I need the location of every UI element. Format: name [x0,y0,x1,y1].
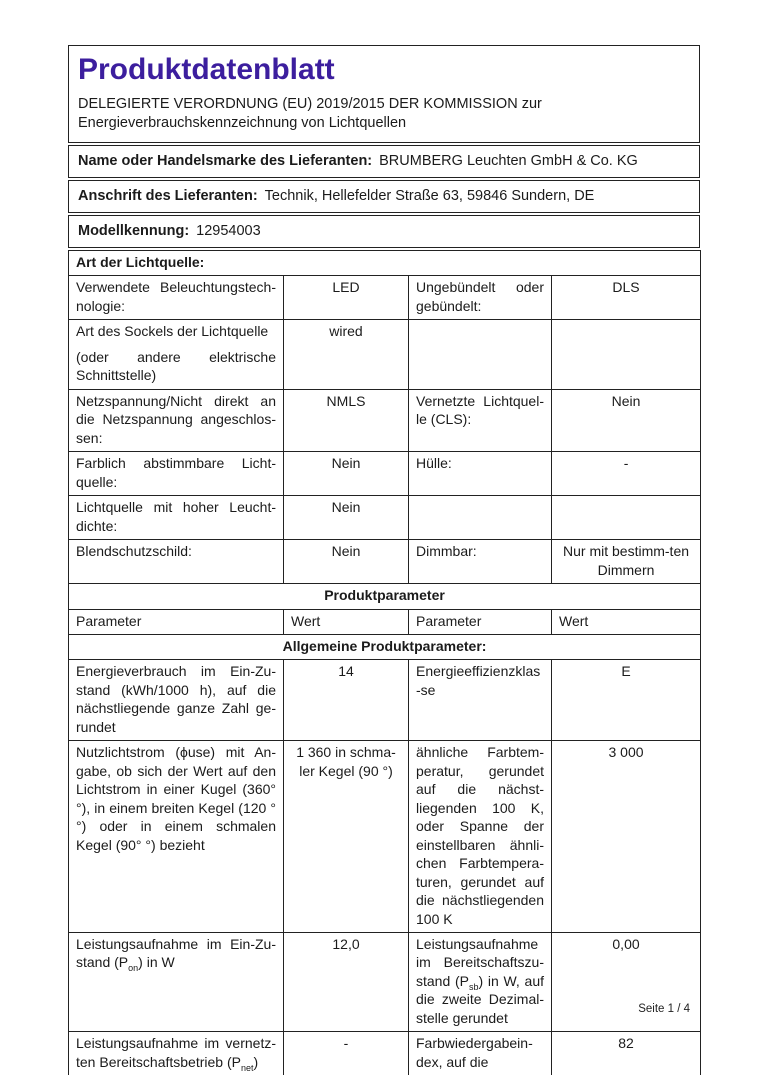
cell-paragraph: Art des Sockels der Lichtquelle [76,323,269,340]
table-cell: Farblich abstimmbare Licht-quelle: [69,452,284,496]
table-cell: Dimmbar: [409,540,552,584]
table-cell: E [552,660,701,741]
table-cell: 0,00 [552,933,701,1032]
cell-text: Leistungsaufnahme im Ein-Zu-stand (P [76,936,276,971]
table-cell: Hülle: [409,452,552,496]
table-cell: DLS [552,276,701,320]
section-header-cell: Produktparameter [69,584,701,609]
page-footer: Seite 1 / 4 [638,1003,690,1015]
table-row [69,251,701,276]
table-row [69,540,701,584]
table-cell: Wert [284,609,409,634]
table-row [69,452,701,496]
table-cell: Vernetzte Lichtquel-le (CLS): [409,389,552,451]
table-cell: - [552,452,701,496]
table-cell: Lichtquelle mit hoher Leucht-dichte: [69,496,284,540]
section-header-cell: Allgemeine Produktparameter: [69,634,701,659]
cell-text: Leistungsaufnahme im vernetz-ten Bereitschaftsbetrieb (P [76,1035,276,1070]
table-cell [69,933,284,1032]
table-row [69,660,701,741]
table-cell: Blendschutzschild: [69,540,284,584]
table-cell: Energieverbrauch im Ein-Zu-stand (kWh/1000 h), auf die nächstliegende ganze Zahl ge-rundet [69,660,284,741]
table-cell: Nur mit bestimm-ten Dimmern [552,540,701,584]
table-cell: Ungebündelt oder gebündelt: [409,276,552,320]
table-row [69,741,701,933]
model-id-label: Modellkennung: [78,222,190,239]
supplier-address-value: Technik, Hellefelder Straße 63, 59846 Sundern, DE [264,187,595,204]
table-row [69,609,701,634]
subscript-text: net [240,1062,254,1073]
table-cell: ähnliche Farbtem-peratur, gerundet auf die nächst-liegenden 100 K, oder Spanne der einstellbaren ähnli-chen Farbtempera-turen, gerundet auf die nächstliegenden 100 K [409,741,552,933]
subscript-text: on [128,963,139,974]
model-id-row [68,215,700,248]
page-content [68,45,700,1075]
table-row [69,389,701,451]
table-cell: 14 [284,660,409,741]
table-row [69,584,701,609]
table-cell: Parameter [409,609,552,634]
supplier-name-row [68,145,700,178]
table-cell: Wert [552,609,701,634]
table-cell: Netzspannung/Nicht direkt an die Netzspannung angeschlos-sen: [69,389,284,451]
cell-paragraph: (oder andere elektrische Schnittstelle) [76,348,276,384]
table-cell [69,320,284,389]
table-cell: 12,0 [284,933,409,1032]
cell-text: ) in W, auf die zweite Dezimal-stelle gerundet [416,972,544,1026]
table-cell: 1 360 in schma-ler Kegel (90 °) [284,741,409,933]
product-table [68,250,701,1075]
cell-text: ) [253,1053,259,1070]
subscript-text: sb [468,981,479,992]
table-cell: Nein [284,540,409,584]
table-cell: NMLS [284,389,409,451]
table-cell: Energieeffizienzklas-se [409,660,552,741]
table-cell: Nein [552,389,701,451]
table-cell: 3 000 [552,741,701,933]
page-subtitle: DELEGIERTE VERORDNUNG (EU) 2019/2015 DER KOMMISSION zur Energieverbrauchskennzeichnung von Lichtquellen [78,95,542,132]
table-row [69,1032,701,1075]
table-row [69,933,701,1032]
page-title: Produktdatenblatt [78,53,335,86]
table-row [69,496,701,540]
table-cell: Nutzlichtstrom (ϕuse) mit An-gabe, ob sich der Wert auf den Lichtstrom in einer Kugel (360° °), in einem breiten Kegel (120 °°) oder in einem schmalen Kegel (90° °) bezieht [69,741,284,933]
cell-text: Leistungsaufnahme im Bereitschaftszu-stand (P [416,936,544,989]
table-row [69,634,701,659]
section-header-cell: Art der Lichtquelle: [69,251,701,276]
table-cell: - [284,1032,409,1075]
table-cell: Parameter [69,609,284,634]
supplier-address-row [68,180,700,213]
table-row [69,320,701,389]
model-id-value: 12954003 [196,222,261,239]
table-row [69,276,701,320]
table-cell: Verwendete Beleuchtungstech-nologie: [69,276,284,320]
table-cell: Nein [284,496,409,540]
supplier-address-label: Anschrift des Lieferanten: [78,187,258,204]
table-cell [552,320,701,389]
table-cell: wired [284,320,409,389]
table-cell [69,1032,284,1075]
table-cell [409,496,552,540]
table-cell: Farbwiedergabein-dex, auf die [409,1032,552,1075]
cell-text: ) in W [138,954,175,971]
title-box [68,45,700,143]
table-cell [409,933,552,1032]
supplier-name-label: Name oder Handelsmarke des Lieferanten: [78,152,373,169]
table-cell: LED [284,276,409,320]
supplier-name-value: BRUMBERG Leuchten GmbH & Co. KG [379,152,638,169]
table-cell [552,496,701,540]
table-cell: Nein [284,452,409,496]
table-cell: 82 [552,1032,701,1075]
table-cell [409,320,552,389]
product-table-body [69,251,701,1076]
